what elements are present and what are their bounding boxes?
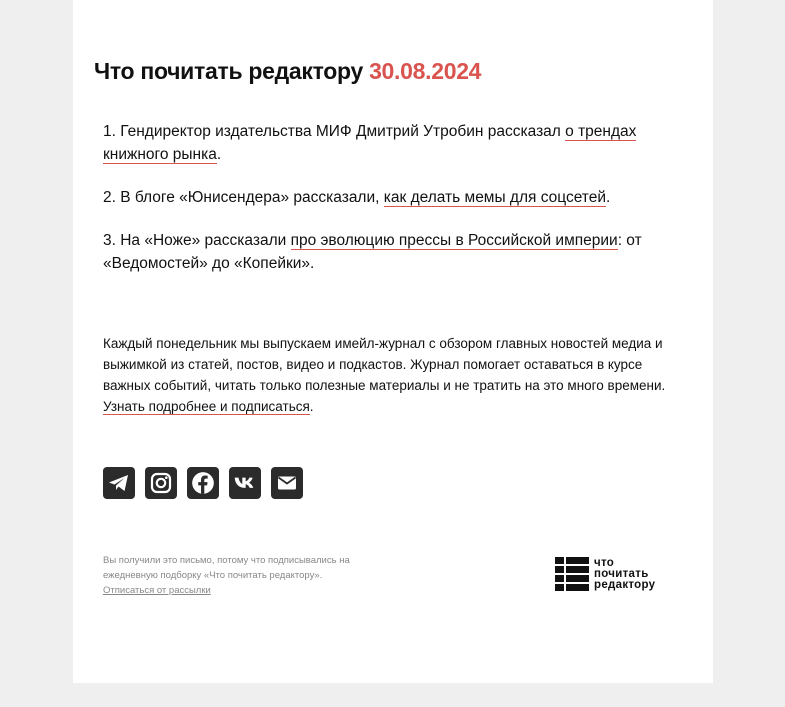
email-icon[interactable] (271, 467, 303, 499)
footer-note (103, 553, 393, 598)
news-item-suffix: . (216, 146, 222, 163)
logo-mark-icon (555, 557, 589, 591)
logo-wordmark (594, 558, 655, 591)
news-item (103, 229, 673, 275)
news-item (103, 186, 673, 209)
news-item-suffix: : от «Ведомостей» до «Копейки». (103, 232, 642, 272)
news-link[interactable]: про эволюцию прессы в Российской империи (290, 232, 618, 249)
news-item-suffix: . (606, 189, 611, 206)
news-link[interactable]: о трендах книжного рынка (103, 123, 637, 163)
title-text: Что почитать редактору (94, 58, 363, 84)
issue-date: 30.08.2024 (369, 58, 482, 84)
about-suffix: . (309, 399, 314, 414)
news-item-text: 3. На «Ноже» рассказали (103, 232, 291, 249)
logo-line: редактору (594, 578, 656, 591)
unsubscribe-link[interactable]: Отписаться от рассылки (103, 585, 211, 596)
email-card (73, 0, 713, 683)
instagram-icon[interactable] (145, 467, 177, 499)
news-item-text: 1. Гендиректор издательства МИФ Дмитрий Утробин рассказал (103, 123, 566, 140)
about-paragraph (103, 333, 693, 417)
news-item (103, 120, 673, 166)
news-list (103, 120, 673, 295)
subscribe-link[interactable]: Узнать подробнее и подписаться (103, 399, 310, 414)
logo-line: почитать (594, 567, 649, 580)
news-item-text: 2. В блоге «Юнисендера» рассказали, (103, 189, 384, 206)
page-title (94, 58, 481, 85)
facebook-icon[interactable] (187, 467, 219, 499)
social-links (103, 467, 303, 499)
news-link[interactable]: как делать мемы для соцсетей (383, 189, 607, 206)
footer-text: Вы получили это письмо, потому что подписывались на ежедневную подборку «Что почитать редактору». (103, 555, 350, 581)
logo-line: что (594, 556, 615, 569)
vk-icon[interactable] (229, 467, 261, 499)
brand-logo (555, 557, 655, 591)
about-text: Каждый понедельник мы выпускаем имейл-журнал с обзором главных новостей медиа и выжимкой из статей, постов, видео и подкастов. Журнал помогает оставаться в курсе важных событий, читать только полезные материалы и не тратить на это много времени. (103, 336, 666, 393)
telegram-icon[interactable] (103, 467, 135, 499)
